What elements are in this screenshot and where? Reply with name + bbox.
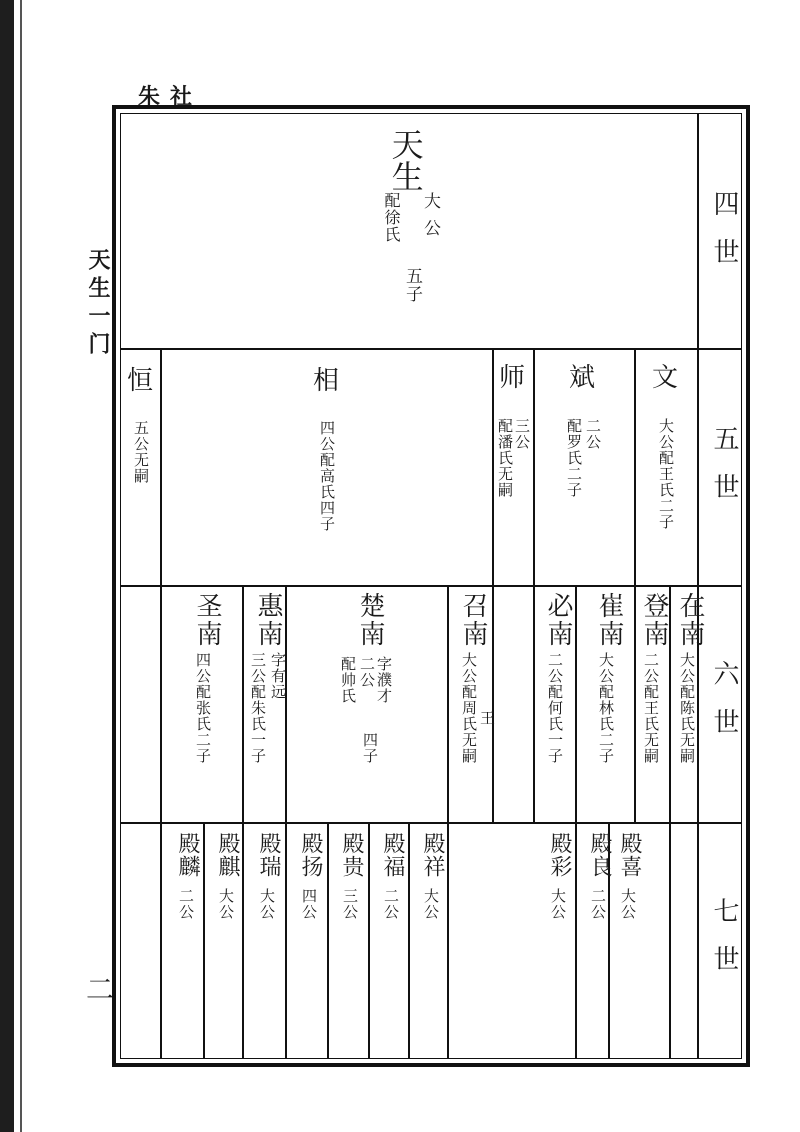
gen7-rank-liang: 二公 [589, 888, 607, 920]
gen5-rank-bin: 二公 [584, 418, 602, 450]
gen6-name-huinan: 惠南 [253, 592, 283, 648]
gen6-spouse-chunan: 配帅氏 [339, 656, 357, 704]
gen6-style-huinan: 字有远 [269, 652, 287, 700]
gen7-name-cai: 殿彩 [547, 832, 572, 878]
gen6-note-zhaonan: 大公配周氏无嗣 [460, 652, 478, 764]
gen5-note-bin: 配罗氏二子 [565, 418, 583, 498]
gen5-note-wen: 大公配王氏二子 [657, 418, 675, 530]
generation-label-5: 五世 [709, 425, 739, 521]
gen6-note-binan: 二公配何氏一子 [546, 652, 564, 764]
binding-line [20, 0, 22, 1132]
gen6-children-chunan: 四子 [361, 732, 379, 764]
gen7-rank-rui: 大公 [258, 888, 276, 920]
gen7-rank-qi: 大公 [217, 888, 235, 920]
page-number: 二 [86, 973, 115, 1006]
gen7-rank-fu: 二公 [382, 888, 400, 920]
gen6-note-top-zhaonan: 王 [478, 710, 496, 726]
gen7-name-liang: 殿良 [587, 832, 612, 878]
gen6-note-cuinan: 大公配林氏二子 [597, 652, 615, 764]
gen6-note-huinan: 三公配朱氏一子 [249, 652, 267, 764]
gen7-rank-xiang: 大公 [422, 888, 440, 920]
gen7-rank-yang: 四公 [300, 888, 318, 920]
gen5-note-shi: 配潘氏无嗣 [496, 418, 514, 498]
gen5-name-heng: 恒 [127, 366, 154, 396]
gen6-note-shengnan: 四公配张氏二子 [194, 652, 212, 764]
gen7-rank-gui: 三公 [341, 888, 359, 920]
gen7-name-rui: 殿瑞 [256, 832, 281, 878]
gen6-name-zainan: 在南 [675, 592, 705, 648]
gen4-name: 天生 [386, 128, 425, 192]
gen7-name-xiang: 殿祥 [420, 832, 445, 878]
gen7-name-fu: 殿福 [380, 832, 405, 878]
gen4-spouse: 配徐氏 [382, 192, 401, 243]
binding-edge [0, 0, 14, 1132]
gen5-note-xiang: 四公配高氏四子 [318, 420, 336, 532]
page-header-title: 朱社 [138, 84, 203, 110]
generation-label-7: 七世 [709, 897, 739, 993]
gen5-name-shi: 师 [499, 363, 526, 393]
gen5-rank-shi: 三公 [513, 418, 531, 450]
gen5-name-bin: 斌 [569, 363, 596, 393]
gen5-note-heng: 五公无嗣 [132, 420, 150, 484]
gen6-style-chunan: 字濮才 [375, 656, 393, 704]
gen6-name-binan: 必南 [543, 592, 573, 648]
gen7-name-xi: 殿喜 [617, 832, 642, 878]
gen4-rank: 大公 [420, 192, 440, 246]
gen6-name-shengnan: 圣南 [192, 592, 222, 648]
gen7-rank-xi: 大公 [619, 888, 637, 920]
gen5-name-wen: 文 [652, 363, 679, 393]
generation-label-4: 四世 [709, 190, 739, 286]
gen7-name-qi: 殿麒 [215, 832, 240, 878]
generation-label-6: 六世 [709, 660, 739, 756]
gen6-note-dengnan: 二公配王氏无嗣 [642, 652, 660, 764]
gen7-name-gui: 殿贵 [339, 832, 364, 878]
gen7-name-lin: 殿麟 [175, 832, 200, 878]
gen7-rank-cai: 大公 [549, 888, 567, 920]
gen7-rank-lin: 二公 [177, 888, 195, 920]
gen4-children: 五子 [402, 267, 422, 303]
gen6-name-dengnan: 登南 [639, 592, 669, 648]
gen6-name-chunan: 楚南 [355, 592, 385, 648]
gen6-note-zainan: 大公配陈氏无嗣 [678, 652, 696, 764]
side-branch-label: 天生一门 [85, 248, 111, 360]
gen6-name-zhaonan: 召南 [458, 592, 488, 648]
gen7-name-yang: 殿扬 [298, 832, 323, 878]
gen5-name-xiang: 相 [313, 366, 340, 396]
gen6-rank-chunan: 二公 [358, 656, 376, 688]
gen6-name-cuinan: 崔南 [594, 592, 624, 648]
